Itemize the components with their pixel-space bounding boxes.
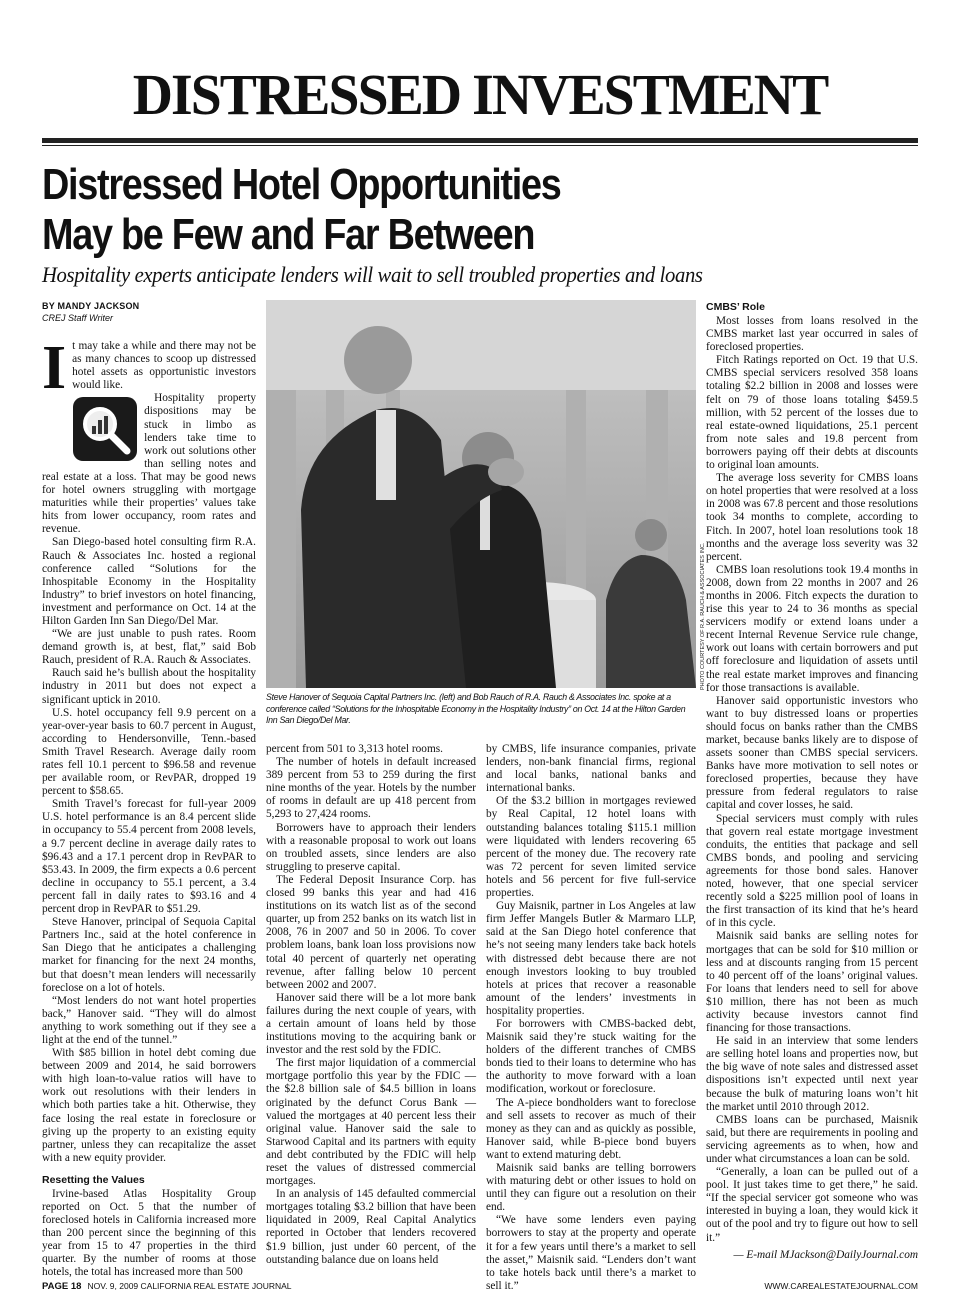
paragraph: “We are just unable to push rates. Room demand growth is, at best, flat,” said Bob Rauch, president of R.A. Rauch & Associates.: [42, 628, 256, 667]
paragraph: “Most lenders do not want hotel properties back,” Hanover said. “They will do almost anything to work something out if they see a light at the end of the tunnel.”: [42, 994, 256, 1046]
paragraph: It may take a while and there may not be as many chances to scoop up distressed hotel assets as opportunistic investors would like.: [42, 334, 256, 402]
paragraph: Hanover said opportunistic investors who want to buy distressed loans or properties should focus on banks rather than the CMBS market, because banks likely are to dispose of assets sooner than CMBS special servicers. Banks have more motivation to sell notes or foreclosed properties, because they have pressure from federal regulators to raise capital and cover losses, he said.: [706, 694, 918, 812]
subhead: CMBS’ Role: [706, 301, 765, 313]
paragraph: The first major liquidation of a commercial mortgage portfolio this year by the FDIC — the $2.8 billion sale of $4.5 billion in loans originated by the defunct Corus Bank — valued the mortgages at 40 percent less their original value. Hanover said the sale to Starwood Capital and its partners with equity and debt contributed by the FDIC will help reset the values of distressed commercial mortgages.: [266, 1057, 476, 1188]
header-rule: [42, 138, 918, 143]
paragraph: Hospitality property dispositions may be stuck in limbo as lenders take time to work out solutions other than selling notes and real estate at a loss. That may be good news for hotel owners struggling with mortgage maturities while their properties’ values take hits from lower occupancy, room rates and revenue.: [42, 392, 256, 536]
section-title: DISTRESSED INVESTMENT: [132, 62, 828, 127]
header-rule-thin: [42, 145, 918, 146]
paragraph: In an analysis of 145 defaulted commercial mortgages totaling $3.2 billion that have been liquidated in 2009, Real Capital Analytics reported in October that lenders recovered $1.9 billion, just under 60 percent, of the outstanding balance due on loans held: [266, 1188, 476, 1266]
paragraph: With $85 billion in hotel debt coming due between 2009 and 2014, he said borrowers with high loan-to-value ratios will have to work out resolutions with their lenders in which both parties take a hit. Otherwise, they face losing the real estate in foreclosure or giving up the property to an existing equity partner, unless they can recapitalize the asset with a new equity provider.: [42, 1047, 256, 1164]
author-email: — E-mail MJackson@DailyJournal.com: [733, 1248, 918, 1261]
paragraph: Fitch Ratings reported on Oct. 19 that U.S. CMBS special servicers resolved 358 loans totaling $2.2 billion in 2008 and losses were felt on 79 of those loans totaling $459.5 million, with 52 percent of the losses due to real estate-owned liquidations, 25.1 percent from note sales and 19.8 percent from borrowers paying off their debts at discounts to original loan amounts.: [706, 354, 918, 472]
deck: Hospitality experts anticipate lenders will wait to sell troubled properties and loans: [42, 262, 703, 287]
paragraph: Rauch said he’s bullish about the hospitality industry in 2011 but does not expect a significant uptick in 2010.: [42, 667, 256, 706]
column-1: [42, 300, 256, 1280]
paragraph: CMBS loans can be purchased, Maisnik said, but there are requirements in pooling and servicing agreements as to when, how and under what circumstances a loan can be sold.: [706, 1113, 918, 1165]
paragraph: Smith Travel’s forecast for full-year 2009 U.S. hotel performance is an 8.4 percent slide in occupancy to 55.4 percent from 2008 levels, a 9.7 percent decline in average daily rates to $96.43 and a 17.1 percent drop in RevPAR to $53.43. In 2009, the firm expects a 0.6 percent decline in occupancy to 55.1 percent, a 3.4 percent fall in daily rates to $93.16 and 4 percent drop in RevPAR to $51.29.: [42, 798, 256, 916]
paragraph: U.S. hotel occupancy fell 9.9 percent on a year-over-year basis to 60.7 percent in August, according to Hendersonville, Tenn.-based Smith Travel Research. Average daily room rates fell 10.1 percent to $96.58 and revenue per available room, or RevPAR, dropped 19 percent to $58.65.: [42, 706, 256, 798]
paragraph: percent from 501 to 3,313 hotel rooms.: [266, 743, 443, 755]
paragraph: The A-piece bondholders want to foreclose and sell assets to recover as much of their money as they can and as quickly as possible, Hanover said, while B-piece bond buyers want to extend maturing debt.: [486, 1096, 696, 1161]
paragraph: He said in an interview that some lenders are selling hotel loans and properties now, but the big wave of note sales and distressed asset dispositions isn’t expected until next year because the bulk of maturing loans won’t hit the market until 2010 through 2012.: [706, 1035, 918, 1113]
paragraph: “Generally, a loan can be pulled out of a pool. It just takes time to get there,” he said. “If the special servicer got someone who was interested in buying a loan, they would kick it out of the pool and try to figure out how to sell it.”: [706, 1166, 918, 1244]
paragraph: Maisnik said banks are selling notes for mortgages that can be sold for $10 million or less and at discounts ranging from 15 percent to 40 percent off of the loans’ original values. For loans that lenders need to sell for above $10 million, there has not been as much activity because investors cannot find financing for those transactions.: [706, 930, 918, 1035]
paragraph: by CMBS, life insurance companies, private lenders, non-bank financial firms, regional and local banks, national banks and international banks.: [486, 743, 696, 795]
footer-left: [42, 1280, 292, 1293]
column-4: [706, 300, 918, 1262]
paragraph: Special servicers must comply with rules that govern real estate mortgage investment conduits, the entities that package and sell CMBS bonds, and pooling and servicing agreements for those bond sales. Hanover noted, however, that one special servicer recently sold a $225 million pool of loans in the first transaction of its kind that he’s heard of in this cycle.: [706, 812, 918, 930]
byline: BY MANDY JACKSON: [42, 301, 140, 311]
subhead: Resetting the Values: [42, 1173, 145, 1186]
paragraph: CMBS loan resolutions took 19.4 months in 2008, down from 22 months in 2007 and 26 months in 2006. Fitch expects the duration to rise this year to 24 to 36 months as special servicers modify or extend loans under a recent Internal Revenue Service rule change, work out loans with certain borrowers and put off foreclosure and liquidation of assets until the real estate market improves and financing for those transactions is available.: [706, 563, 918, 694]
paragraph: Steve Hanover, principal of Sequoia Capital Partners Inc., said at the hotel conference in San Diego that he anticipates a challenging market for financing for the next 24 months, but that doesn’t mean lenders will necessarily foreclose on a lot of hotels.: [42, 916, 256, 994]
paragraph: Borrowers have to approach their lenders with a reasonable proposal to work out loans on troubled assets, since lenders are also struggling to preserve capital.: [266, 821, 476, 873]
paragraph: The average loss severity for CMBS loans on hotel properties that were resolved at a loss in 2008 was 67.8 percent and those resolutions took 34 months to complete, according to Fitch. In 2007, hotel loan resolutions took 18 months and the average loss severity was 32 percent.: [706, 472, 918, 563]
column-3: [486, 743, 696, 1293]
paragraph: San Diego-based hotel consulting firm R.A. Rauch & Associates Inc. hosted a regional conference called “Solutions for the Inhospitable Economy in the Hospitality Industry” to brief investors on hotel financing, investment and performance on Oct. 14 at the Hilton Garden Inn San Diego/Del Mar.: [42, 536, 256, 627]
paragraph: Irvine-based Atlas Hospitality Group reported on Oct. 5 that the number of foreclosed hotels in California increased more than 200 percent since the beginning of this year from 15 to 47 properties in the third quarter. By the number of rooms at those hotels, the total has increased more than 500: [42, 1187, 256, 1279]
paragraph: The Federal Deposit Insurance Corp. has closed 99 banks this year and had 416 institutions on its watch list as of the second quarter, up from 252 banks on its watch list in 2008, 76 in 2007 and 50 in 2006. To cover problem loans, bank loan loss provisions now total 40 percent of quarterly net operating revenue, after falling below 10 percent between 2002 and 2007.: [266, 873, 476, 991]
paragraph: Of the $3.2 billion in mortgages reviewed by Real Capital, 12 hotel loans with outstanding balances totaling $115.1 million were liquidated with lenders recovering 65 percent of the money due. The recovery rate was 72 percent for seven limited service hotels and 56 percent for five full-service properties.: [486, 795, 696, 900]
paragraph: Maisnik said banks are telling borrowers with maturing debt or other issues to hold on until they can figure out a resolution on their end.: [486, 1162, 696, 1214]
photo-image: [266, 300, 696, 688]
issue-info: NOV. 9, 2009 CALIFORNIA REAL ESTATE JOURNAL: [87, 1281, 292, 1291]
photo-caption: Steve Hanover of Sequoia Capital Partners Inc. (left) and Bob Rauch of R.A. Rauch & Associates Inc. spoke at a conference called “Solutions for the Inhospitable Economy in the Hospitality Industry” on Oct. 14 at the Hilton Garden Inn San Diego/Del Mar.: [266, 692, 686, 725]
paragraph: Guy Maisnik, partner in Los Angeles at law firm Jeffer Mangels Butler & Marmaro LLP, said at the San Diego hotel conference that he’s not seeing many lenders take back hotels with distressed debt because there are not enough investors looking to buy troubled hotels at prices that recover a reasonable amount of the lenders’ investments in hospitality properties.: [486, 900, 696, 1017]
paragraph: For borrowers with CMBS-backed debt, Maisnik said they’re stuck waiting for the holders of the different tranches of CMBS bonds tied to their loans to determine who has the authority to move forward with a loan modification, workout or foreclosure.: [486, 1017, 696, 1096]
footer-url: WWW.CAREALESTATEJOURNAL.COM: [764, 1281, 918, 1291]
paragraph: The number of hotels in default increased 389 percent from 53 to 259 during the first nine months of the year. Hotels by the number of rooms in default are up 418 percent from 5,293 to 27,424 rooms.: [266, 756, 476, 821]
drop-cap: I: [42, 334, 67, 402]
headline-line-2: May be Few and Far Between: [42, 210, 535, 259]
headline: [42, 160, 644, 260]
paragraph: Most losses from loans resolved in the CMBS market last year occurred in sales of foreclosed properties.: [706, 315, 918, 354]
photo-credit: PHOTO COURTESY OF R.A. RAUCH & ASSOCIATES INC.: [700, 542, 706, 690]
column-2: [266, 743, 476, 1267]
magnifier-chart-icon: [72, 396, 138, 462]
photo: [266, 300, 696, 688]
paragraph: “We have some lenders even paying borrowers to stay at the property and operate it for a few years until there’s a market to sell the asset,” Maisnik said. “Lenders don’t want to take hotels back until there’s a market to sell it.”: [486, 1214, 696, 1292]
paragraph: Hanover said there will be a lot more bank failures during the next couple of years, with a certain amount of loans held by those institutions moving to the acquiring bank or investor and the rest sold by the FDIC.: [266, 991, 476, 1057]
staff-line: CREJ Staff Writer: [42, 313, 114, 323]
headline-line-1: Distressed Hotel Opportunities: [42, 160, 561, 209]
page-number: PAGE 18: [42, 1281, 82, 1292]
